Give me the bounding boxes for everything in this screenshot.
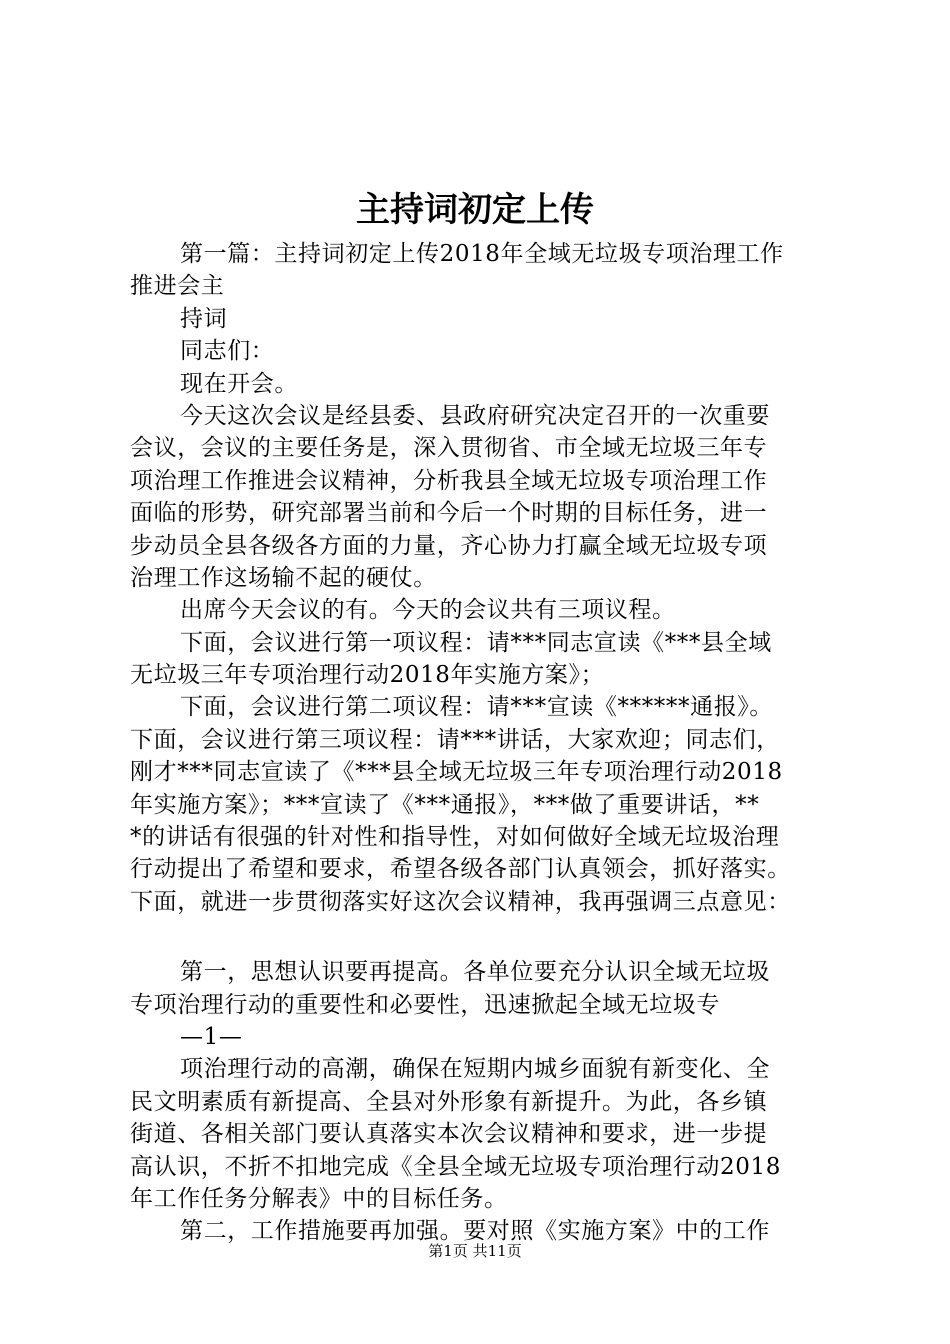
body-line: 持词	[180, 305, 228, 332]
body-line: 专项治理行动的重要性和必要性，迅速掀起全域无垃圾专	[130, 991, 720, 1018]
page-marker: —1—	[180, 1023, 243, 1050]
body-line: 下面，会议进行第三项议程：请***讲话，大家欢迎；同志们，	[130, 726, 780, 753]
body-line: 高认识，不折不扣地完成《全县全域无垃圾专项治理行动2018	[130, 1153, 781, 1180]
body-line: 出席今天会议的有。今天的会议共有三项议程。	[180, 597, 676, 624]
body-line: 民文明素质有新提高、全县对外形象有新提升。为此，各乡镇	[130, 1088, 768, 1115]
body-line: *的讲话有很强的针对性和指导性，对如何做好全域无垃圾治理	[130, 824, 780, 851]
body-line: 第一篇：主持词初定上传2018年全域无垃圾专项治理工作	[180, 241, 784, 267]
body-line: 第二，工作措施要再加强。要对照《实施方案》中的工作	[180, 1218, 770, 1245]
document-title: 主持词初定上传	[356, 190, 594, 230]
body-line: 步动员全县各级各方面的力量，齐心协力打赢全域无垃圾专项	[130, 532, 768, 559]
body-line: 下面，会议进行第二项议程：请***宣读《******通报》。	[180, 694, 773, 721]
body-line: 第一，思想认识要再提高。各单位要充分认识全域无垃圾	[180, 959, 770, 986]
body-line: 项治理行动的高潮，确保在短期内城乡面貌有新变化、全	[180, 1056, 770, 1083]
body-line: 面临的形势，研究部署当前和今后一个时期的目标任务，进一	[130, 500, 768, 527]
body-line: 年实施方案》；***宣读了《***通报》，***做了重要讲话，**	[130, 791, 760, 818]
body-line: 下面，就进一步贯彻落实好这次会议精神，我再强调三点意见：	[130, 888, 791, 915]
body-line: 无垃圾三年专项治理行动2018年实施方案》；	[130, 662, 605, 689]
page-footer: 第1页 共11页	[428, 1242, 522, 1260]
body-line: 下面，会议进行第一项议程：请***同志宣读《***县全域	[180, 629, 772, 656]
blank-line	[130, 918, 835, 956]
body-line: 项治理工作推进会议精神，分析我县全域无垃圾专项治理工作	[130, 467, 768, 494]
body-line: 年工作任务分解表》中的目标任务。	[130, 1185, 508, 1212]
body-line: 街道、各相关部门要认真落实本次会议精神和要求，进一步提	[130, 1121, 768, 1148]
body-line: 治理工作这场输不起的硬仗。	[130, 564, 437, 591]
body-line: 推进会主	[130, 273, 225, 300]
body-line: 会议，会议的主要任务是，深入贯彻省、市全域无垃圾三年专	[130, 435, 768, 462]
body-line: 今天这次会议是经县委、县政府研究决定召开的一次重要	[180, 402, 770, 429]
body-line: 行动提出了希望和要求，希望各级各部门认真领会，抓好落实。	[130, 856, 791, 883]
body-line: 现在开会。	[180, 370, 298, 397]
body-line: 同志们：	[180, 338, 275, 365]
body-line: 刚才***同志宣读了《***县全域无垃圾三年专项治理行动2018	[130, 759, 783, 786]
document-body	[130, 238, 835, 1248]
